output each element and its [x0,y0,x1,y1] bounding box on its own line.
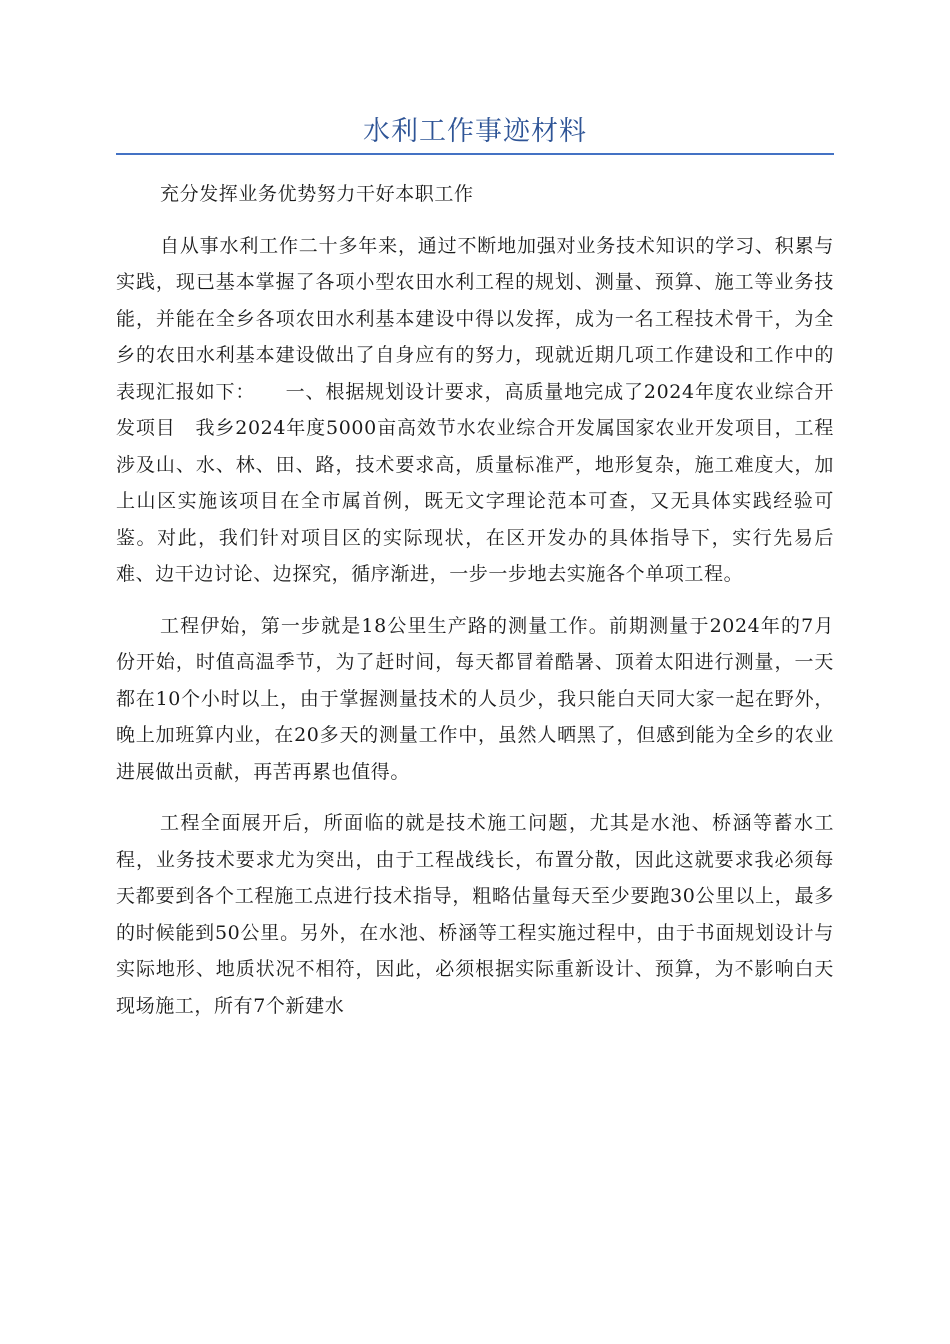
body-paragraph: 工程全面展开后，所面临的就是技术施工问题，尤其是水池、桥涵等蓄水工程，业务技术要求尤为突出，由于工程战线长，布置分散，因此这就要求我必须每天都要到各个工程施工点进行技术指导，粗略估量每天至少要跑30公里以上，最多的时候能到50公里。另外，在水池、桥涵等工程实施过程中，由于书面规划设计与实际地形、地质状况不相符，因此，必须根据实际重新设计、预算，为不影响白天现场施工，所有7个新建水 [116,812,834,1017]
document-title: 水利工作事迹材料 [363,116,587,147]
document-body [116,176,834,1039]
subtitle-paragraph: 充分发挥业务优势努力干好本职工作 [160,183,474,205]
title-underline [116,153,834,155]
body-paragraph: 自从事水利工作二十多年来，通过不断地加强对业务技术知识的学习、积累与实践，现已基本掌握了各项小型农田水利工程的规划、测量、预算、施工等业务技能，并能在全乡各项农田水利基本建设中得以发挥，成为一名工程技术骨干，为全乡的农田水利基本建设做出了自身应有的努力，现就近期几项工作建设和工作中的表现汇报如下： 一、根据规划设计要求，高质量地完成了2024年度农业综合开发项目 我乡2024年度5000亩高效节水农业综合开发属国家农业开发项目，工程涉及山、水、林、田、路，技术要求高，质量标准严，地形复杂，施工难度大，加上山区实施该项目在全市属首例，既无文字理论范本可查，又无具体实践经验可鉴。对此，我们针对项目区的实际现状，在区开发办的具体指导下，实行先易后难、边干边讨论、边探究，循序渐进，一步一步地去实施各个单项工程。 [116,234,834,585]
body-paragraph: 工程伊始，第一步就是18公里生产路的测量工作。前期测量于2024年的7月份开始，时值高温季节，为了赶时间，每天都冒着酷暑、顶着太阳进行测量，一天都在10个小时以上，由于掌握测量技术的人员少，我只能白天同大家一起在野外，晚上加班算内业，在20多天的测量工作中，虽然人晒黑了，但感到能为全乡的农业进展做出贡献，再苦再累也值得。 [116,614,834,783]
